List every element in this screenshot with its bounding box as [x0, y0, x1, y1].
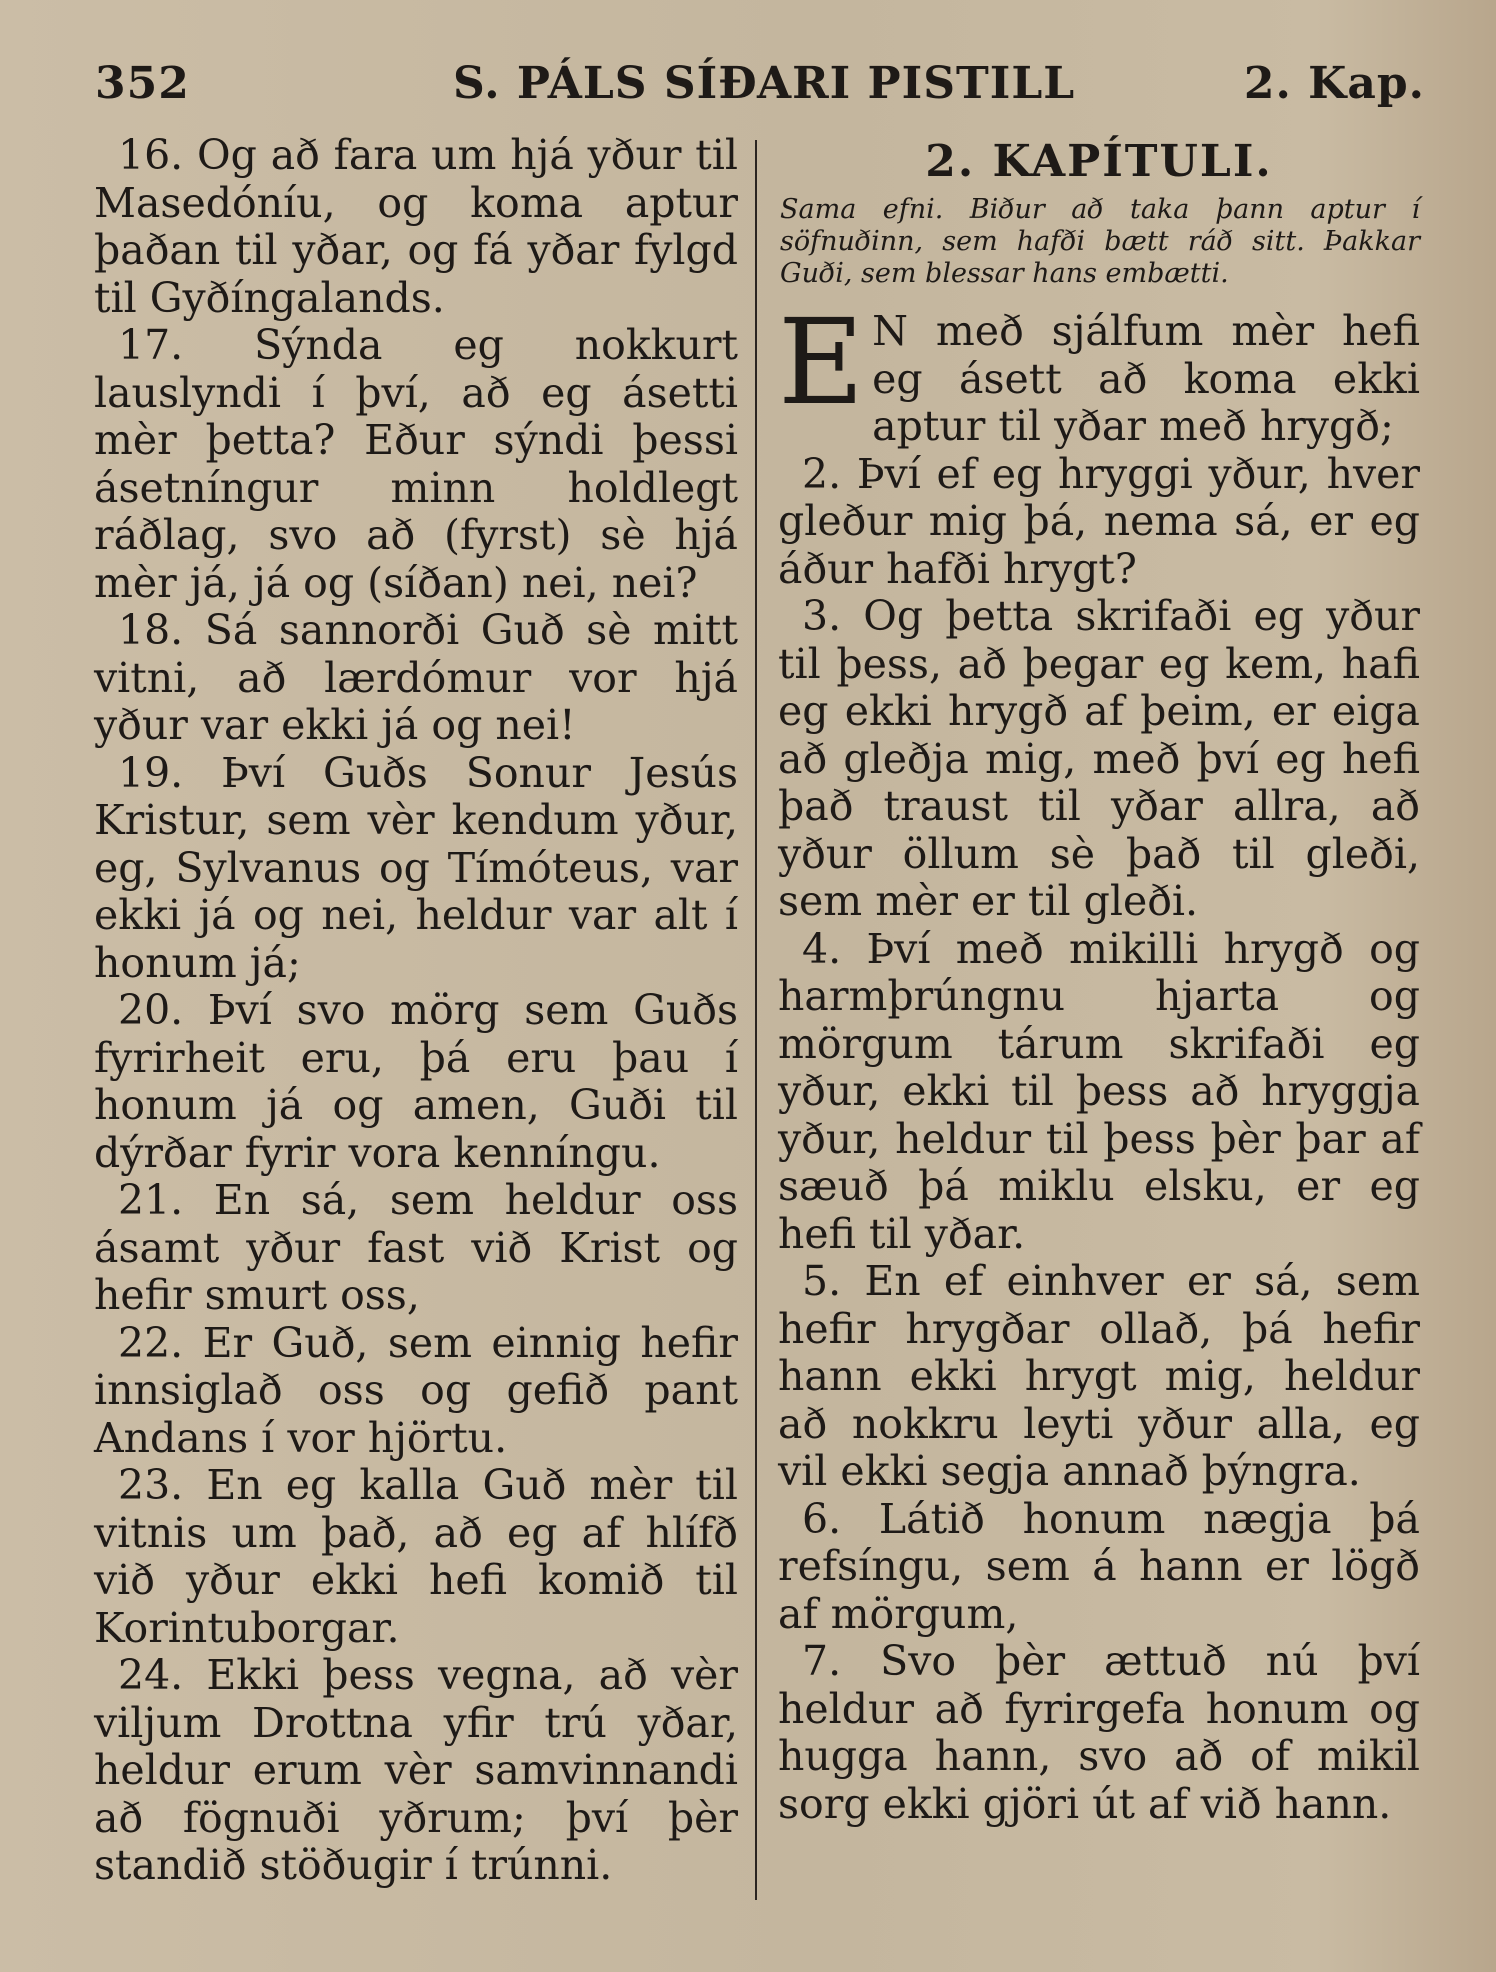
running-chapter: 2. Kap. [1243, 58, 1425, 109]
chapter-title: 2. KAPÍTULI. [925, 136, 1273, 187]
verse-16: 16. Og að fara um hjá yður til Masedóníu, og koma aptur þaðan til yðar, og fá yðar fylgd til Gyðíngalands. [94, 131, 738, 322]
running-title: S. PÁLS SÍÐARI PISTILL [453, 58, 1076, 109]
verse-21: 21. En sá, sem heldur oss ásamt yður fast við Krist og hefir smurt oss, [94, 1176, 738, 1319]
verse-17: 17. Sýnda eg nokkurt lauslyndi í því, að eg ásetti mèr þetta? Eður sýndi þessi ásetníngur minn holdlegt ráðlag, svo að (fyrst) sè hjá mèr já, já og (síðan) nei, nei? [94, 321, 738, 607]
verse-6: 6. Látið honum nægja þá refsíngu, sem á hann er lögð af mörgum, [778, 1494, 1420, 1638]
verse-4: 4. Því með mikilli hrygð og harmþrúngnu hjarta og mörgum tárum skrifaði eg yður, ekki til þess að hryggja yður, heldur til þess þèr þar af sæuð þá miklu elsku, er eg hefi til yðar. [778, 924, 1420, 1258]
verse-2: 2. Því ef eg hryggi yður, hver gleður mig þá, nema sá, er eg áður hafði hrygt? [778, 449, 1420, 593]
left-column [94, 132, 738, 1890]
verse-24: 24. Ekki þess vegna, að vèr viljum Drottna yfir trú yðar, heldur erum vèr samvinnandi að fögnuði yðrum; því þèr standið stöðugir í trúnni. [94, 1651, 738, 1889]
chapter-summary: Sama efni. Biður að taka þann aptur í söfnuðinn, sem hafði bætt ráð sitt. Þakkar Guði, sem blessar hans embætti. [780, 194, 1420, 289]
right-column [778, 132, 1420, 1828]
verse-3: 3. Og þetta skrifaði eg yður til þess, að þegar eg kem, hafi eg ekki hrygð af þeim, er eiga að gleðja mig, með því eg hefi það traust til yðar allra, að yður öllum sè það til gleði, sem mèr er til gleði. [778, 592, 1420, 925]
verse-1 [778, 293, 1420, 451]
verse-18: 18. Sá sannorði Guð sè mitt vitni, að lærdómur vor hjá yður var ekki já og nei! [94, 606, 738, 749]
drop-cap: E [778, 293, 865, 431]
verse-23: 23. En eg kalla Guð mèr til vitnis um það, að eg af hlífð við yður ekki hefi komið til Korintuborgar. [94, 1461, 738, 1652]
verse-20: 20. Því svo mörg sem Guðs fyrirheit eru, þá eru þau í honum já og amen, Guði til dýrðar fyrir vora kenníngu. [94, 986, 738, 1177]
verse-22: 22. Er Guð, sem einnig hefir innsiglað oss og gefið pant Andans í vor hjörtu. [94, 1318, 738, 1462]
verse-5: 5. En ef einhver er sá, sem hefir hrygðar ollað, þá hefir hann ekki hrygt mig, heldur að nokkru leyti yður alla, eg vil ekki segja annað þýngra. [778, 1257, 1420, 1495]
column-divider [755, 140, 757, 1900]
verse-7: 7. Svo þèr ættuð nú því heldur að fyrirgefa honum og hugga hann, svo að of mikil sorg ekki gjöri út af við hann. [778, 1637, 1420, 1828]
verse-19: 19. Því Guðs Sonur Jesús Kristur, sem vèr kendum yður, eg, Sylvanus og Tímóteus, var ekki já og nei, heldur var alt í honum já; [94, 748, 738, 987]
page-number: 352 [95, 58, 190, 109]
verse-1-text: N með sjálfum mèr hefi eg ásett að koma ekki aptur til yðar með hrygð; [872, 307, 1420, 450]
running-header [95, 58, 1425, 128]
